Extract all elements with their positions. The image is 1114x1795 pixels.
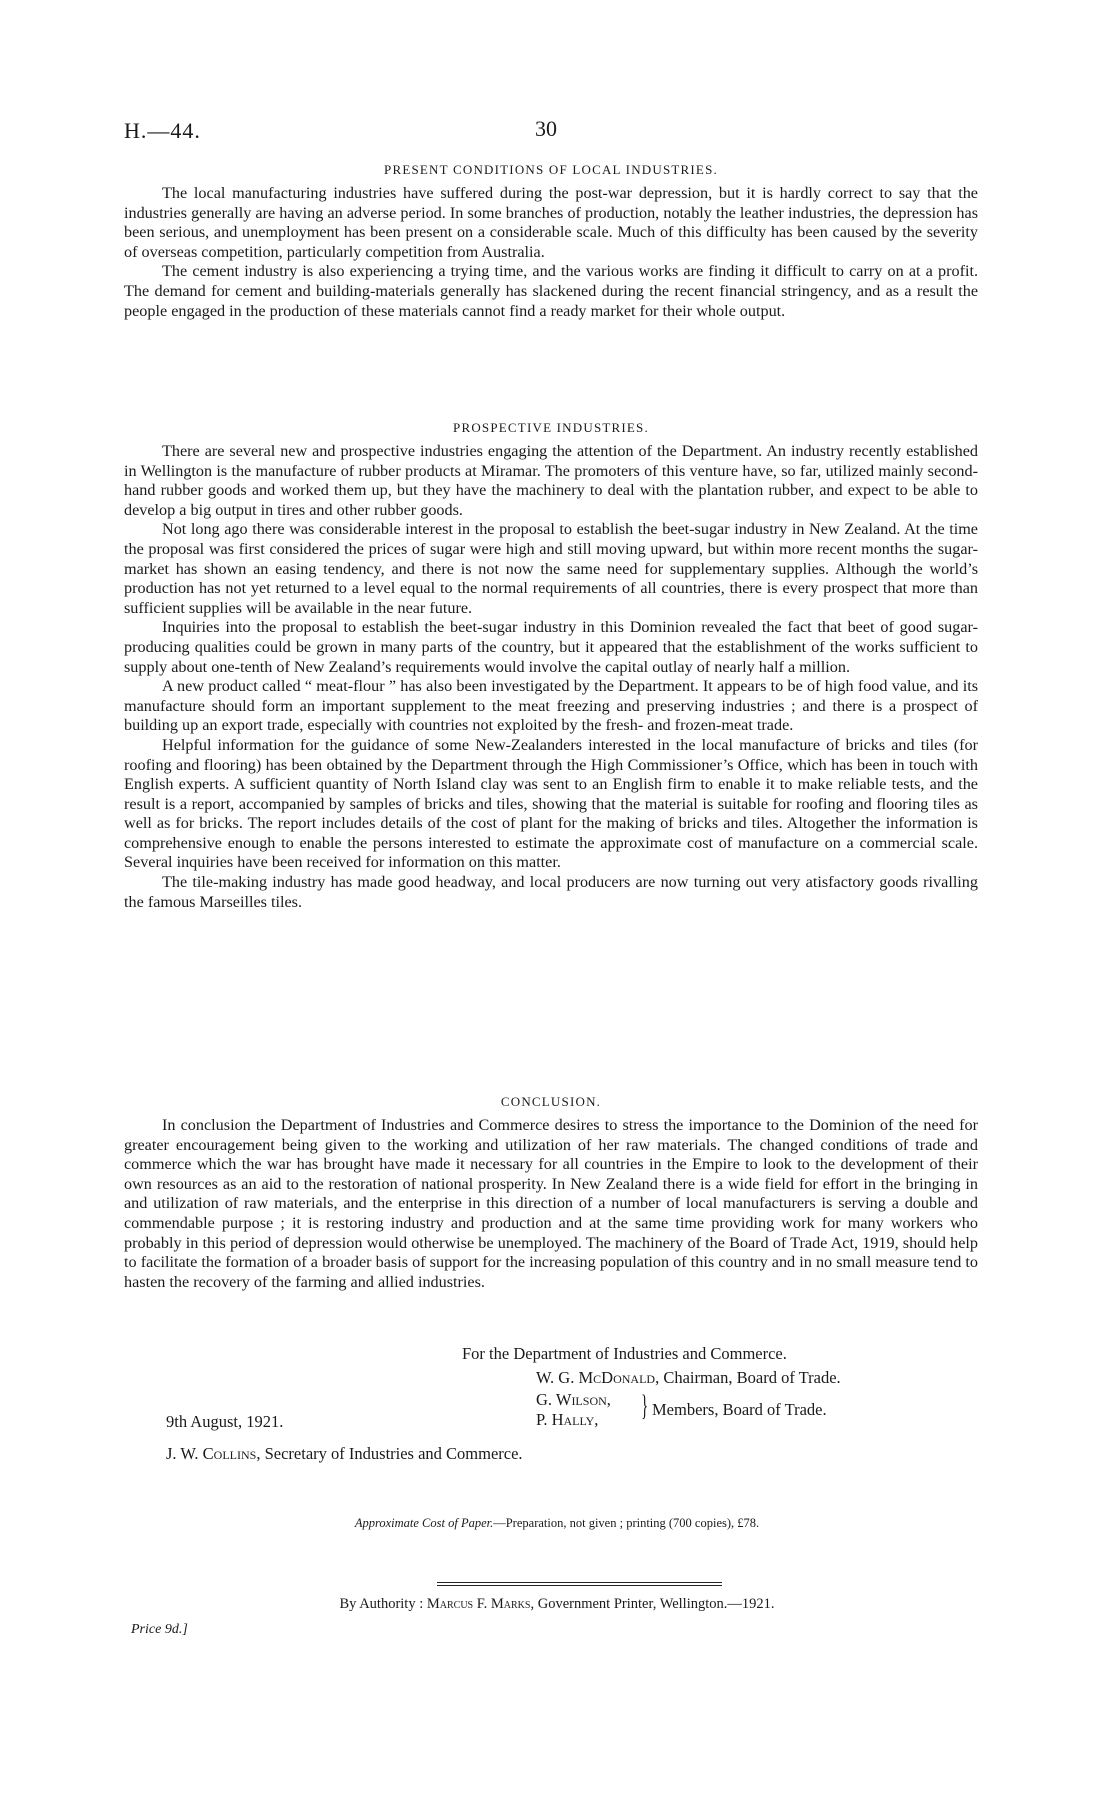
cost-label: Approximate Cost of Paper. xyxy=(354,1516,494,1530)
members-title: Members, Board of Trade. xyxy=(652,1400,827,1419)
secretary-name: J. W. Collins xyxy=(166,1444,257,1463)
paragraph: Not long ago there was considerable interest in the proposal to establish the beet-sugar industry in New Zealand. At the time the proposal was first considered the prices of sugar were high and still moving upward, but within more recent months the sugar-market has shown an easing tendency, and there is not now the same need for supplementary supplies. Although the world’s production has not yet returned to a level equal to the normal requirements of all countries, there is every prospect that more than sufficient supplies will be available in the near future. xyxy=(124,520,978,617)
price-label: Price 9d.] xyxy=(131,1622,188,1637)
paragraph: A new product called “ meat-flour ” has also been investigated by the Department. It appears to be of high food value, and its manufacture should form an important supplement to the meat freezing and preserving industries ; and there is a prospect of building up an export trade, especially with countries not exploited by the fresh- and frozen-meat trade. xyxy=(124,677,978,735)
paragraph: In conclusion the Department of Industries and Commerce desires to stress the importance to the Dominion of the need for greater encouragement being given to the working and utilization of her raw materials. The changed conditions of trade and commerce which the war has brought have made it necessary for all countries in the Empire to look to the development of their own resources as an aid to the restoration of national prosperity. In New Zealand there is a wide field for effort in the bringing in and utilization of raw materials, and the enterprise in this direction of a number of local manufacturers is serving a double and commendable purpose ; it is restoring industry and production and at the same time providing work for many workers who probably in this period of depression would otherwise be unemployed. The machinery of the Board of Trade Act, 1919, should help to facilitate the formation of a broader basis of support for the increasing population of this country and in no small measure tend to hasten the recovery of the farming and allied industries. xyxy=(124,1116,978,1291)
authority-line xyxy=(0,1596,1114,1613)
section-title: CONCLUSION. xyxy=(500,1094,602,1109)
chairman-title: , Chairman, Board of Trade. xyxy=(655,1368,841,1387)
paragraph: The cement industry is also experiencing a trying time, and the various works are finding it difficult to carry on at a profit. The demand for cement and building-materials generally has slackened during the recent financial stringency, and as a result the people engaged in the production of these materials cannot find a ready market for their whole output. xyxy=(124,262,978,320)
section-title: PROSPECTIVE INDUSTRIES. xyxy=(453,420,649,435)
cost-of-paper-line xyxy=(0,1516,1114,1531)
section-title: PRESENT CONDITIONS OF LOCAL INDUSTRIES. xyxy=(384,162,718,177)
brace-mark: } xyxy=(641,1389,649,1422)
paragraph: Helpful information for the guidance of some New-Zealanders interested in the local manufacture of bricks and tiles (for roofing and flooring) has been obtained by the Department through the High Commissioner’s Office, which has been in touch with English experts. A sufficient quantity of North Island clay was sent to an English firm to enable it to make reliable tests, and the result is a report, accompanied by samples of bricks and tiles, showing that the material is suitable for roofing and flooring tiles as well as for bricks. The report includes details of the cost of plant for the making of bricks and tiles. Altogether the information is comprehensive enough to enable the persons interested to estimate the approximate cost of manufacture on a commercial scale. Several inquiries have been received for information on this matter. xyxy=(124,735,978,872)
section-present-conditions xyxy=(124,162,978,321)
printer-name: Marcus F. Marks xyxy=(426,1596,531,1612)
signature-secretary xyxy=(166,1444,523,1464)
document-code: H.—44. xyxy=(124,118,201,143)
paragraph: There are several new and prospective industries engaging the attention of the Department. An industry recently established in Wellington is the manufacture of rubber products at Miramar. The promoters of this venture have, so far, utilized mainly second-hand rubber goods and worked them up, but they have the machinery to deal with the plantation rubber, and expect to be able to develop a big output in tires and other rubber goods. xyxy=(124,442,978,519)
signature-member-2: P. Hally, xyxy=(536,1410,599,1429)
section-prospective-industries xyxy=(124,420,978,912)
divider-rule xyxy=(437,1585,722,1586)
cost-text: —Preparation, not given ; printing (700 copies), £78. xyxy=(493,1516,760,1530)
chairman-name: W. G. McDonald xyxy=(536,1368,656,1387)
signature-for-line: For the Department of Industries and Commerce. xyxy=(462,1344,787,1363)
signature-chairman xyxy=(536,1368,841,1388)
signature-date: 9th August, 1921. xyxy=(166,1412,284,1431)
secretary-title: , Secretary of Industries and Commerce. xyxy=(256,1444,523,1463)
paragraph: The local manufacturing industries have suffered during the post-war depression, but it is hardly correct to say that the industries generally are having an adverse period. In some branches of production, notably the leather industries, the depression has been serious, and unemployment has been present on a considerable scale. Much of this difficulty has been caused by the severity of overseas competition, particularly competition from Australia. xyxy=(124,184,978,261)
page-number: 30 xyxy=(535,116,557,141)
signature-member-1: G. Wilson, xyxy=(536,1390,611,1409)
divider-rule xyxy=(437,1582,722,1583)
authority-prefix: By Authority : xyxy=(339,1596,424,1612)
section-conclusion xyxy=(124,1094,978,1292)
paragraph: The tile-making industry has made good headway, and local producers are now turning out very atisfactory goods rivalling the famous Marseilles tiles. xyxy=(124,873,978,911)
authority-suffix: , Government Printer, Wellington.—1921. xyxy=(530,1596,775,1612)
paragraph: Inquiries into the proposal to establish the beet-sugar industry in this Dominion revealed the fact that beet of good sugar-producing qualities could be grown in many parts of the country, but it appeared that the establishment of the works sufficient to supply about one-tenth of New Zealand’s requirements would involve the capital outlay of nearly half a million. xyxy=(124,618,978,676)
